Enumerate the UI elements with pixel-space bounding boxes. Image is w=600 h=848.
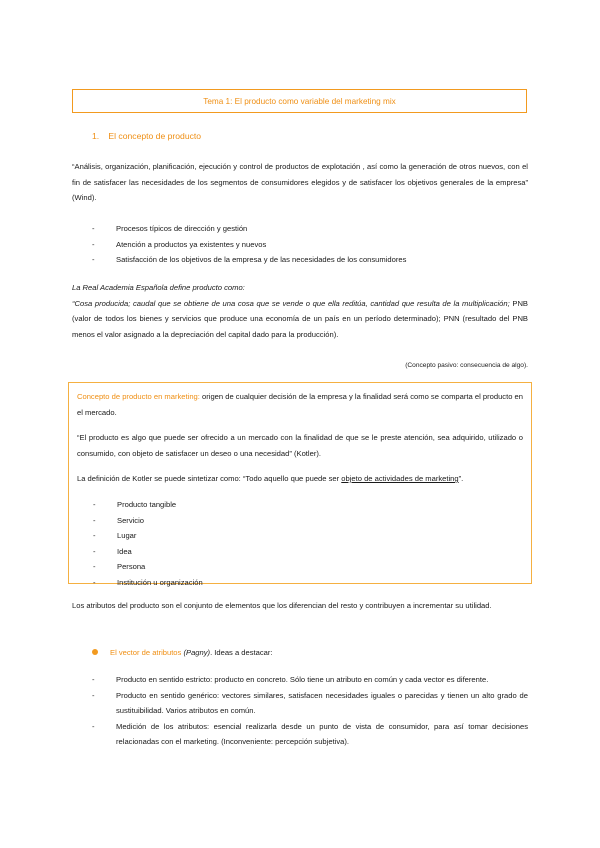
list-item: - Medición de los atributos: esencial realizarla desde un punto de vista de consumidor, para así tomar decisiones relacionadas con el marketing. (Inconveniente: percepción subjetiva). — [92, 719, 528, 750]
attribute-ideas-list — [92, 672, 528, 750]
rae-quote: “Cosa producida; caudal que se obtiene de una cosa que se vende o que ella reditúa, cantidad que resulta de la multiplicación; — [72, 298, 510, 308]
vector-heading — [92, 645, 273, 661]
rae-rest: PNB (valor de todos los bienes y servicios que produce una economía de un país en un período determinado); PNN (resultado del PNB menos el valor asignado a la depreciación del capital dado para la producción). — [72, 298, 528, 339]
list-item: - Servicio — [93, 513, 203, 529]
wind-quote: “Análisis, organización, planificación, ejecución y control de productos de explotación , así como la generación de otros nuevos, con el fin de satisfacer las necesidades de los segmentos de consumidores elegidos y de satisfacer los objetivos generales de la empresa” (Wind). — [72, 162, 528, 202]
kotler-summary-pre: La definición de Kotler se puede sintetizar como: “Todo aquello que puede ser — [77, 474, 342, 483]
process-list — [92, 221, 406, 268]
list-item: - Procesos típicos de dirección y gestión — [92, 221, 406, 237]
vector-rest: . Ideas a destacar: — [210, 648, 273, 657]
vector-author: (Pagny) — [183, 648, 211, 657]
product-types-list — [93, 497, 203, 590]
marketing-definition — [77, 389, 523, 420]
rae-definition — [72, 280, 528, 342]
rae-intro: La Real Academia Española define producto como: — [72, 283, 245, 292]
list-item: - Institución u organización — [93, 575, 203, 591]
marketing-concept-box — [68, 382, 532, 587]
definition-label: Concepto de producto en marketing: — [77, 392, 200, 401]
concept-note: (Concepto pasivo: consecuencia de algo). — [405, 362, 528, 369]
list-item: - Persona — [93, 559, 203, 575]
list-item: - Producto en sentido genérico: vectores similares, satisfacen necesidades iguales o parecidas y tienen un alto grado de sustituibilidad. Varios atributos en común. — [92, 688, 528, 719]
list-item: - Producto en sentido estricto: producto en concreto. Sólo tiene un atributo en común y cada vector es diferente. — [92, 672, 528, 688]
bullet-dot-icon — [92, 649, 98, 655]
kotler-quote: “El producto es algo que puede ser ofrecido a un mercado con la finalidad de que se le preste atención, sea adquirido, utilizado o consumido, con objeto de satisfacer un deseo o una necesidad” (Kotler). — [77, 433, 523, 458]
definition-text: origen de cualquier decisión de la empresa y la finalidad será como se comparta el producto en el mercado. — [77, 392, 524, 417]
vector-label: El vector de atributos — [110, 648, 182, 657]
document-title: Tema 1: El producto como variable del marketing mix — [72, 89, 527, 113]
section-title: El concepto de producto — [108, 131, 202, 141]
list-item: - Lugar — [93, 528, 203, 544]
list-item: - Atención a productos ya existentes y nuevos — [92, 237, 406, 253]
section-number: 1. — [92, 131, 100, 141]
list-item: - Producto tangible — [93, 497, 203, 513]
list-item: - Satisfacción de los objetivos de la empresa y de las necesidades de los consumidores — [92, 252, 406, 268]
attributes-paragraph: Los atributos del producto son el conjunto de elementos que los diferencian del resto y contribuyen a incrementar su utilidad. — [72, 601, 492, 610]
kotler-summary — [77, 471, 523, 487]
section-heading — [92, 131, 201, 141]
kotler-summary-underlined: objeto de actividades de marketing — [341, 474, 459, 483]
kotler-summary-post: ”. — [458, 474, 464, 483]
list-item: - Idea — [93, 544, 203, 560]
